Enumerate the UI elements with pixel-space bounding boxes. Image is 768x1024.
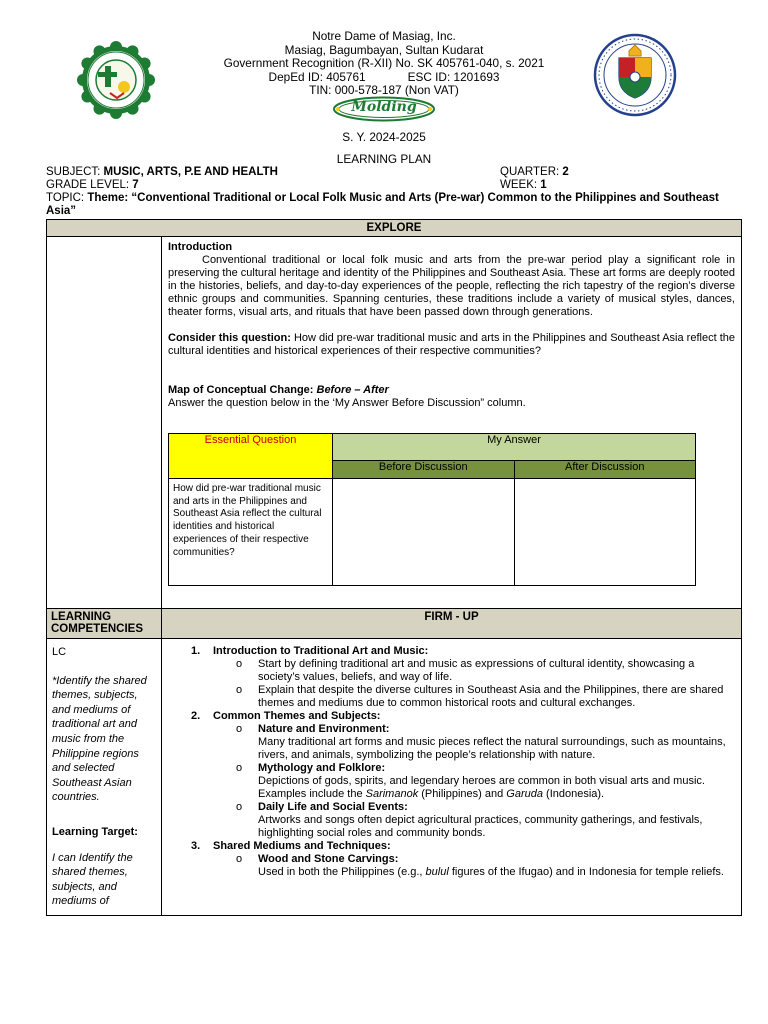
- firm-up-subitem: o Wood and Stone Carvings: Used in both the Philippines (e.g., bulul figures of the Ifugao) and in Indonesia for temple reliefs.: [236, 853, 724, 878]
- before-discussion-answer-cell: [333, 479, 515, 586]
- map-instruction: Answer the question below in the ‘My Answer Before Discussion” column.: [168, 397, 526, 409]
- consider-paragraph: [168, 332, 735, 358]
- quarter-label: QUARTER:: [500, 166, 560, 178]
- learning-target-label: Learning Target:: [52, 825, 138, 838]
- ids-line: [0, 71, 768, 85]
- school-year: S. Y. 2024-2025: [342, 130, 426, 144]
- learning-plan-table: [46, 219, 742, 916]
- learning-target-text: I can Identify the shared themes, subjects, and mediums of: [52, 851, 133, 908]
- intro-paragraph: Conventional traditional or local folk music and arts from the pre-war period play a significant role in preserving the cultural heritage and identity of the Philippines and Southeast Asia. These art forms are deeply rooted in the histories, beliefs, and day-to-day experiences of the people, reflecting the rich tapestry of the region’s diverse ethnic groups and communities. Spanning centuries, these traditions include a variety of musical styles, dances, theater forms, visual arts, and rituals that have been passed down through generations.: [168, 254, 735, 318]
- week-label: WEEK:: [500, 179, 538, 191]
- intro-heading: Introduction: [168, 241, 233, 253]
- essential-question-text: How did pre-war traditional music and arts in the Philippines and Southeast Asia reflect the cultural identities and historical experiences of their respective communities?: [169, 479, 333, 586]
- firm-up-subitem: o Daily Life and Social Events: Artworks and songs often depict agricultural practices, community gatherings, and festivals, highlighting social roles and community bonds.: [236, 801, 703, 839]
- firm-up-list: [168, 645, 735, 879]
- map-heading: [168, 384, 735, 397]
- before-discussion-header: Before Discussion: [333, 461, 515, 479]
- consider-text: How did pre-war traditional music and arts in the Philippines and Southeast Asia reflect the cultural identities and historical experiences of their respective communities?: [168, 332, 736, 357]
- explore-left-empty-cell: [47, 237, 162, 609]
- tin: TIN: 000-578-187 (Non VAT): [309, 83, 459, 97]
- explore-section-header: EXPLORE: [47, 220, 742, 237]
- deped-id: DepEd ID: 405761: [268, 69, 366, 84]
- esc-id: ESC ID: 1201693: [407, 69, 500, 84]
- lc-label: LC: [52, 646, 67, 658]
- quarter-value: 2: [562, 166, 569, 178]
- topic-label: TOPIC:: [46, 192, 85, 204]
- firm-up-content-cell: [162, 639, 742, 916]
- school-address: Masiag, Bagumbayan, Sultan Kudarat: [284, 42, 484, 57]
- grade-value: 7: [132, 179, 139, 191]
- map-label: Map of Conceptual Change:: [168, 384, 317, 396]
- topic-line: [46, 192, 741, 218]
- essential-question-header: Essential Question: [169, 434, 333, 479]
- explore-content-cell: [162, 237, 742, 609]
- learning-competencies-header: LEARNING COMPETENCIES: [47, 609, 162, 639]
- map-sub: Before – After: [316, 384, 389, 396]
- firm-up-item: 2. Common Themes and Subjects:: [191, 710, 381, 722]
- firm-up-subitem: o Start by defining traditional art and music as expressions of cultural identity, showcasing a society’s values, beliefs, and way of life.: [236, 658, 695, 683]
- after-discussion-header: After Discussion: [514, 461, 696, 479]
- week-line: [500, 179, 741, 192]
- week-value: 1: [540, 179, 547, 191]
- firm-up-subitem: o Nature and Environment: Many traditional art forms and music pieces reflect the natural surroundings, such as mountains, rivers, and animals, symbolizing the people’s relationship with nature.: [236, 723, 726, 761]
- gov-recognition: Government Recognition (R-XII) No. SK 405761-040, s. 2021: [223, 56, 545, 70]
- grade-label: GRADE LEVEL:: [46, 179, 130, 191]
- conceptual-change-table: [168, 433, 696, 586]
- firm-up-subitem: o Mythology and Folklore: Depictions of gods, spirits, and legendary heroes are common in both visual arts and music. Examples include the Sarimanok (Philippines) and Garuda (Indonesia).: [236, 762, 705, 800]
- quarter-line: [500, 166, 741, 179]
- firm-up-item: 1. Introduction to Traditional Art and Music:: [191, 645, 429, 657]
- learning-competencies-cell: [47, 639, 162, 916]
- firm-up-subitem: o Explain that despite the diverse cultures in Southeast Asia and the Philippines, there are shared themes and mediums due to common historical roots and cultural exchanges.: [236, 684, 724, 709]
- topic-value: Theme: “Conventional Traditional or Local Folk Music and Arts (Pre-war) Common to the Philippines and Southeast Asia”: [46, 192, 719, 217]
- molding-logo-icon: [332, 96, 436, 122]
- after-discussion-answer-cell: [514, 479, 696, 586]
- meta-block: [46, 166, 741, 218]
- document-title: LEARNING PLAN: [336, 152, 432, 166]
- lc-text: *Identify the shared themes, subjects, and mediums of traditional art and music from the Philippine regions and selected Southeast Asian countries.: [52, 674, 147, 804]
- subject-label: SUBJECT:: [46, 166, 101, 178]
- letterhead: [0, 30, 768, 98]
- grade-line: [46, 179, 500, 192]
- school-name: Notre Dame of Masiag, Inc.: [312, 29, 456, 43]
- firm-up-item: 3. Shared Mediums and Techniques:: [191, 840, 391, 852]
- subject-value: MUSIC, ARTS, P.E AND HEALTH: [103, 166, 278, 178]
- molding-text: Molding: [351, 99, 417, 115]
- subject-line: [46, 166, 500, 179]
- firm-up-section-header: FIRM - UP: [162, 609, 742, 639]
- my-answer-header: My Answer: [333, 434, 696, 461]
- consider-label: Consider this question:: [168, 332, 291, 344]
